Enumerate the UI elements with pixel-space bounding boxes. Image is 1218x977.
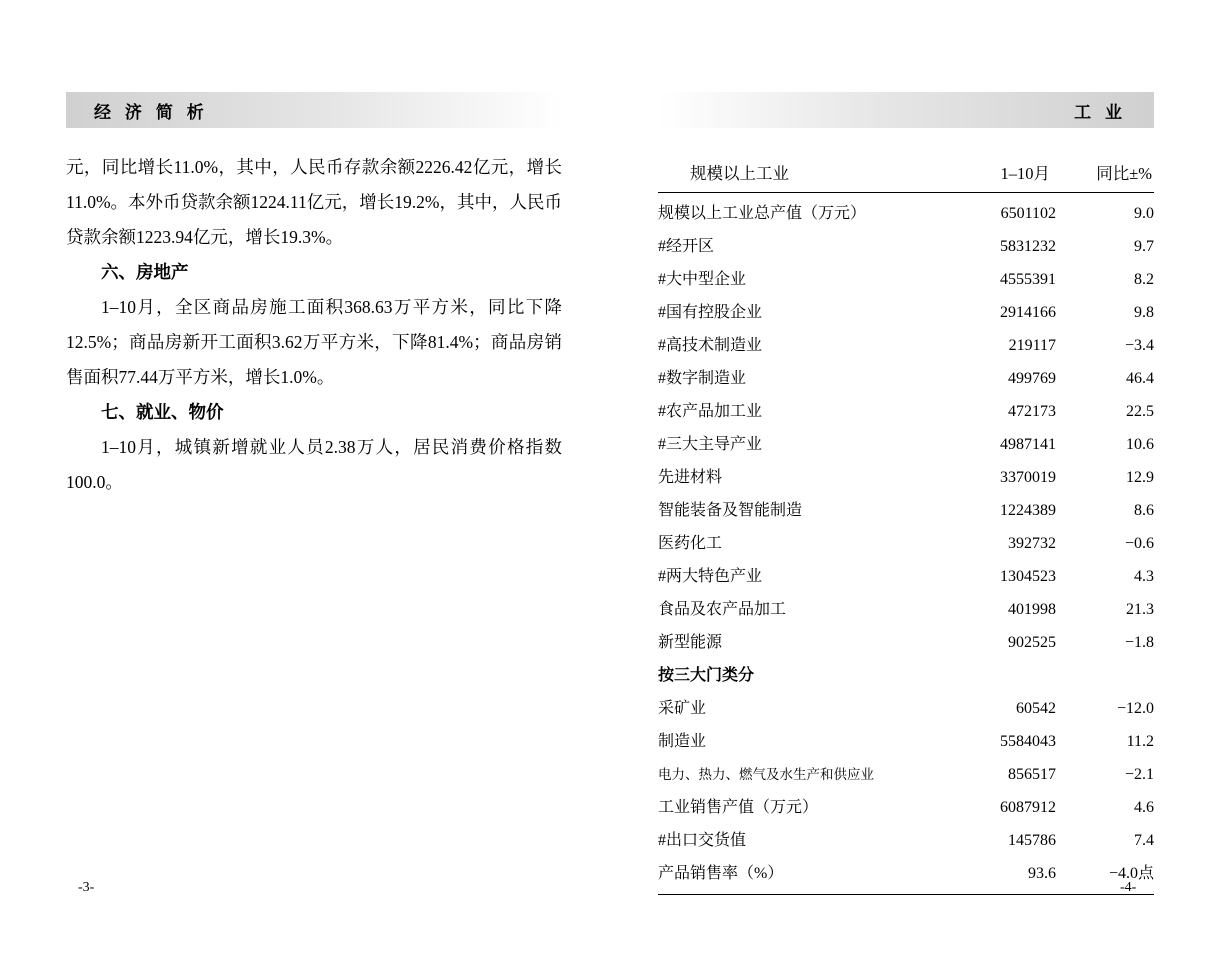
row-value: 1224389 xyxy=(1000,502,1056,519)
row-label: 产品销售率（%） xyxy=(658,857,930,895)
row-value: 1304523 xyxy=(1000,568,1056,585)
row-yoy: −2.1 xyxy=(1124,766,1154,783)
table-row xyxy=(658,527,1154,560)
row-value: 4987141 xyxy=(1000,436,1056,453)
page-number-right: -4- xyxy=(1120,880,1137,895)
table-row xyxy=(658,791,1154,824)
industry-statistics-table xyxy=(658,156,1154,895)
table-row xyxy=(658,494,1154,527)
row-label: 智能装备及智能制造 xyxy=(658,502,803,519)
right-header-title: 工 业 xyxy=(1074,102,1126,123)
table-row xyxy=(658,659,1154,692)
row-value: 6087912 xyxy=(1000,799,1056,816)
row-label: #出口交货值 xyxy=(658,832,747,849)
row-value: 3370019 xyxy=(1000,469,1056,486)
table-row xyxy=(658,428,1154,461)
row-value: 6501102 xyxy=(1000,205,1056,222)
row-yoy: 4.3 xyxy=(1134,568,1154,585)
row-label: 电力、热力、燃气及水生产和供应业 xyxy=(658,767,874,782)
row-yoy: 11.2 xyxy=(1126,733,1154,750)
row-value: 856517 xyxy=(1008,766,1056,783)
row-yoy: 9.7 xyxy=(1134,238,1154,255)
row-value: 5831232 xyxy=(1000,238,1056,255)
row-value xyxy=(930,659,1056,692)
table-row xyxy=(658,626,1154,659)
row-value: 401998 xyxy=(1008,601,1056,618)
row-yoy: 12.9 xyxy=(1126,469,1154,486)
row-yoy: 46.4 xyxy=(1126,370,1154,387)
left-page-header xyxy=(66,92,562,128)
row-value: 392732 xyxy=(1008,535,1056,552)
table-row xyxy=(658,395,1154,428)
left-body-text xyxy=(66,150,562,500)
row-yoy: −12.0 xyxy=(1116,700,1154,717)
right-page-header xyxy=(658,92,1154,128)
row-label: #三大主导产业 xyxy=(658,436,763,453)
table-row xyxy=(658,362,1154,395)
paragraph: 元，同比增长11.0%，其中，人民币存款余额2226.42亿元，增长11.0%。本外币贷款余额1224.11亿元，增长19.2%，其中，人民币贷款余额1223.94亿元，增长19.3%。 xyxy=(66,157,562,247)
table-row xyxy=(658,725,1154,758)
row-label: #两大特色产业 xyxy=(658,568,763,585)
row-label: 先进材料 xyxy=(658,469,723,486)
row-label: #经开区 xyxy=(658,238,715,255)
table-row xyxy=(658,193,1154,231)
row-label: 工业销售产值（万元） xyxy=(658,799,819,816)
column-header-name: 规模以上工业 xyxy=(690,164,789,183)
row-yoy: −0.6 xyxy=(1124,535,1154,552)
row-yoy: −4.0点 xyxy=(1056,857,1154,895)
row-yoy: 7.4 xyxy=(1134,832,1154,849)
column-header-period: 1–10月 xyxy=(1000,164,1050,183)
row-value: 145786 xyxy=(1008,832,1056,849)
row-label: #大中型企业 xyxy=(658,271,747,288)
row-yoy xyxy=(1056,659,1154,692)
section-heading-7: 七、就业、物价 xyxy=(101,402,224,422)
row-value: 499769 xyxy=(1008,370,1056,387)
row-label: 制造业 xyxy=(658,733,707,750)
table-row xyxy=(658,593,1154,626)
row-label: 按三大门类分 xyxy=(658,667,755,684)
table-row xyxy=(658,461,1154,494)
page-number-left: -3- xyxy=(78,880,95,895)
row-value: 219117 xyxy=(1008,337,1056,354)
row-yoy: 10.6 xyxy=(1126,436,1154,453)
table-head xyxy=(658,156,1154,193)
left-header-title: 经 济 简 析 xyxy=(94,102,208,123)
table-row xyxy=(658,560,1154,593)
column-header-yoy: 同比±% xyxy=(1096,164,1152,183)
row-label: 医药化工 xyxy=(658,535,723,552)
row-value: 902525 xyxy=(1008,634,1056,651)
row-yoy: 8.2 xyxy=(1134,271,1154,288)
left-page xyxy=(66,92,562,500)
table-header-row xyxy=(658,156,1154,193)
table-row xyxy=(658,263,1154,296)
section-heading-6: 六、房地产 xyxy=(101,262,189,282)
paragraph: 1–10月，全区商品房施工面积368.63万平方米，同比下降12.5%；商品房新开工面积3.62万平方米，下降81.4%；商品房销售面积77.44万平方米，增长1.0%。 xyxy=(66,297,562,387)
row-label: #国有控股企业 xyxy=(658,304,763,321)
right-page xyxy=(658,92,1154,895)
table-row xyxy=(658,230,1154,263)
row-label: #高技术制造业 xyxy=(658,337,763,354)
row-label: 新型能源 xyxy=(658,634,723,651)
table-body xyxy=(658,193,1154,895)
table-row xyxy=(658,758,1154,791)
row-value: 2914166 xyxy=(1000,304,1056,321)
table-row xyxy=(658,824,1154,857)
table-row xyxy=(658,296,1154,329)
row-value: 60542 xyxy=(1016,700,1056,717)
table-row xyxy=(658,692,1154,725)
row-label: 规模以上工业总产值（万元） xyxy=(658,205,867,222)
row-yoy: 8.6 xyxy=(1134,502,1154,519)
row-yoy: 21.3 xyxy=(1126,601,1154,618)
table-row xyxy=(658,329,1154,362)
row-label: 采矿业 xyxy=(658,700,707,717)
row-value: 472173 xyxy=(1008,403,1056,420)
row-yoy: −3.4 xyxy=(1124,337,1154,354)
paragraph: 1–10月，城镇新增就业人员2.38万人，居民消费价格指数100.0。 xyxy=(66,437,562,492)
row-label: #农产品加工业 xyxy=(658,403,763,420)
row-label: 食品及农产品加工 xyxy=(658,601,787,618)
row-yoy: 22.5 xyxy=(1126,403,1154,420)
row-yoy: −1.8 xyxy=(1124,634,1154,651)
row-value: 93.6 xyxy=(930,857,1056,895)
table-row xyxy=(658,857,1154,895)
row-value: 4555391 xyxy=(1000,271,1056,288)
row-yoy: 4.6 xyxy=(1134,799,1154,816)
row-value: 5584043 xyxy=(1000,733,1056,750)
row-yoy: 9.0 xyxy=(1134,205,1154,222)
row-yoy: 9.8 xyxy=(1134,304,1154,321)
row-label: #数字制造业 xyxy=(658,370,747,387)
